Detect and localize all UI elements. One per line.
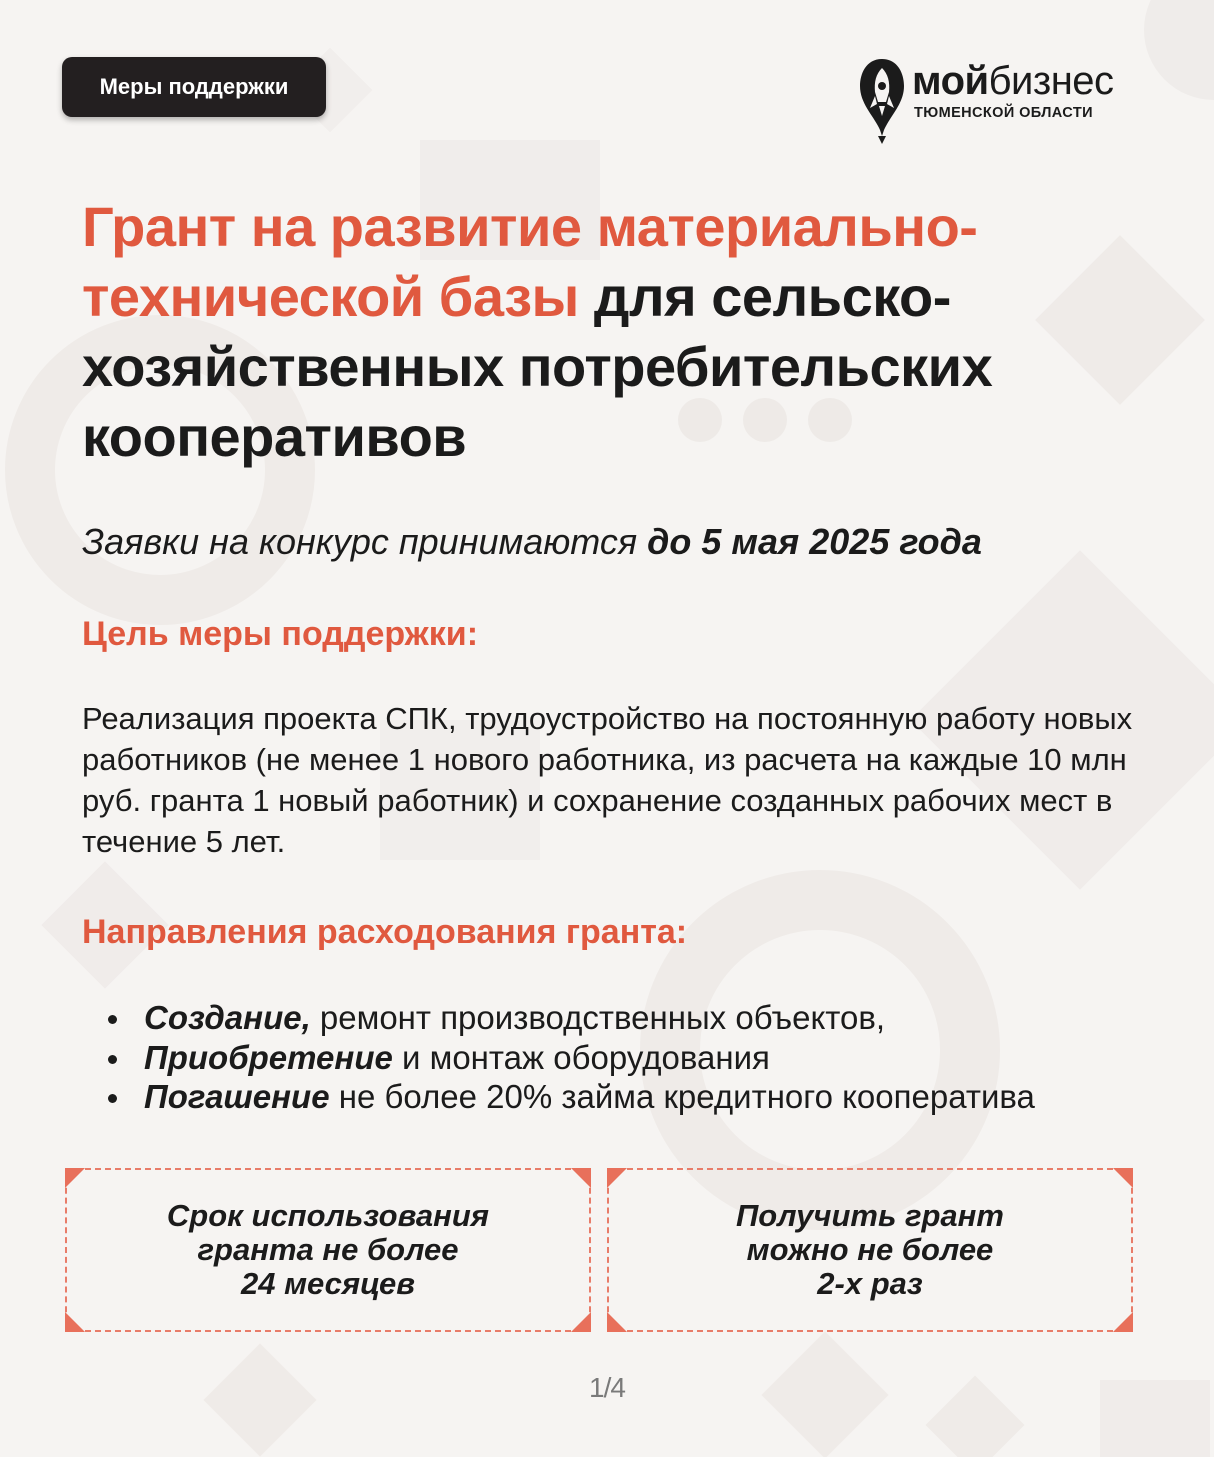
logo-name-bold: мой — [912, 59, 989, 103]
deadline-date: до 5 мая 2025 года — [647, 521, 982, 562]
list-item-bold: Создание, — [144, 999, 311, 1036]
title-accent: Грант на развитие материально-технической базы — [82, 195, 978, 328]
list-item — [104, 998, 1035, 1038]
moy-biznes-logo — [858, 56, 1158, 146]
list-item-text: ремонт производственных объектов, — [310, 999, 886, 1036]
list-item-text: и монтаж оборудования — [392, 1038, 770, 1076]
corner-decoration — [1113, 1168, 1133, 1188]
title-main: для сельско-хозяйственных потребительских кооперативов — [82, 265, 993, 468]
corner-decoration — [571, 1312, 591, 1332]
corner-decoration — [1113, 1312, 1133, 1332]
logo-name — [912, 58, 1114, 104]
bullet-icon — [108, 1015, 117, 1024]
directions-heading: Направления расходования гранта: — [82, 913, 688, 951]
info-box-grant-limit — [607, 1168, 1133, 1332]
goal-text: Реализация проекта СПК, трудоустройство на постоянную работу новых работников (не менее 1 нового работника, из расчета на каждые 10 млн руб. гранта 1 новый работник) и сохранение созданных рабочих мест в течение 5 лет. — [82, 701, 1133, 859]
list-item-bold: Приобретение — [144, 1038, 393, 1076]
info-box-text: Срок использования гранта не более 24 месяцев — [166, 1198, 490, 1301]
category-badge: Меры поддержки — [62, 57, 326, 117]
deadline-text — [82, 518, 982, 566]
list-item — [104, 1038, 1035, 1078]
bullet-icon — [108, 1094, 117, 1103]
info-box-usage-term — [65, 1168, 591, 1332]
rocket-pin-icon — [858, 56, 906, 146]
corner-decoration — [65, 1312, 85, 1332]
logo-subtitle: ТЮМЕНСКОЙ ОБЛАСТИ — [914, 105, 1093, 121]
goal-heading: Цель меры поддержки: — [82, 615, 479, 653]
info-box-text: Получить грант можно не более 2-х раз — [736, 1198, 1004, 1301]
corner-decoration — [607, 1312, 627, 1332]
list-item-bold: Погашение — [144, 1078, 330, 1115]
corner-decoration — [607, 1168, 627, 1188]
page-indicator: 1/4 — [589, 1372, 625, 1403]
directions-list — [104, 998, 1035, 1117]
list-item — [104, 1077, 1035, 1117]
corner-decoration — [65, 1168, 85, 1188]
corner-decoration — [571, 1168, 591, 1188]
deadline-lead: Заявки на конкурс принимаются — [82, 521, 648, 562]
logo-name-regular: бизнес — [988, 59, 1114, 103]
list-item-text: не более 20% займа кредитного кооператива — [329, 1078, 1035, 1115]
page-title — [82, 192, 1142, 472]
bullet-icon — [108, 1055, 117, 1064]
